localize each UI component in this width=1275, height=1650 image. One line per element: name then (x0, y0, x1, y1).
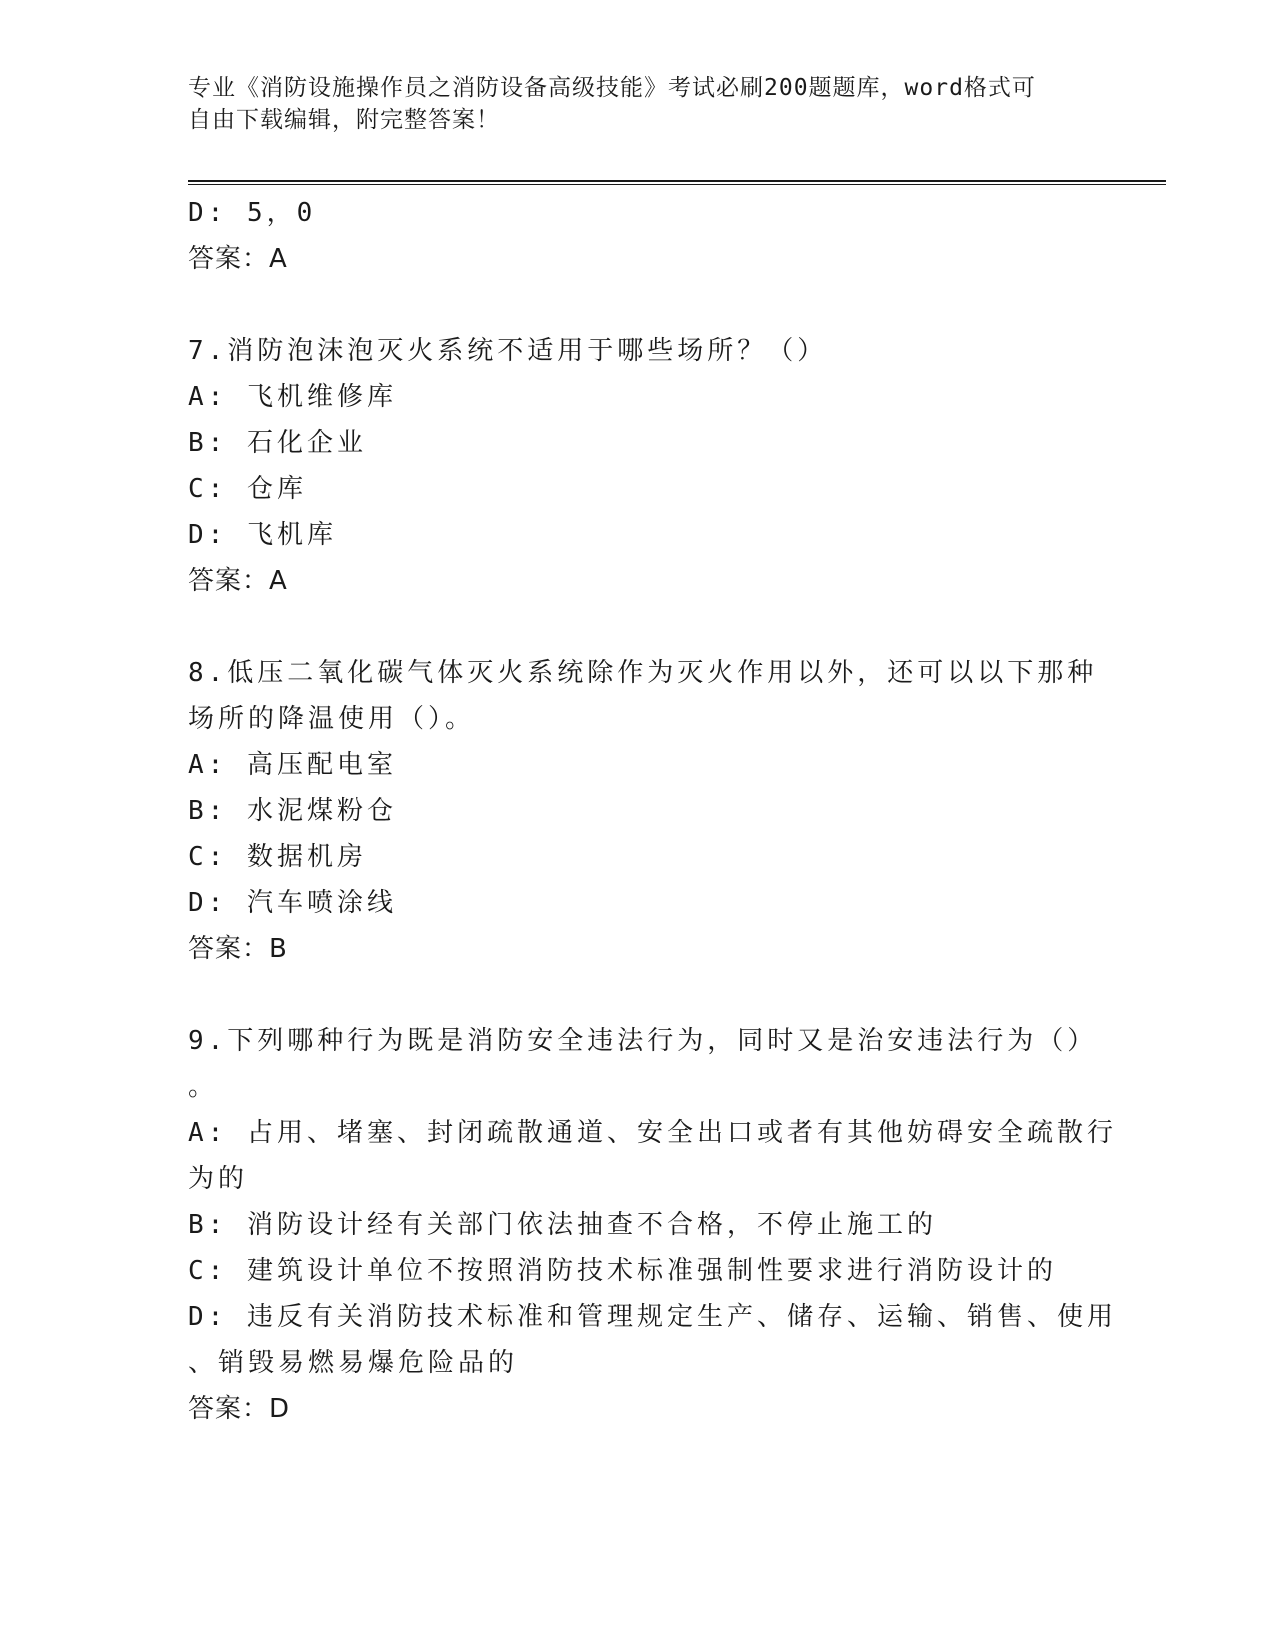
option-b: B: 消防设计经有关部门依法抽查不合格，不停止施工的 (188, 1210, 937, 1240)
answer-label: 答案：A (188, 566, 288, 596)
question-stem-line-1: 8.低压二氧化碳气体灭火系统除作为灭火作用以外，还可以以下那种 (188, 658, 1098, 688)
option-d: D: 飞机库 (188, 520, 337, 550)
answer-label: 答案：D (188, 1394, 291, 1424)
question-6-tail (188, 190, 1088, 282)
option-d: D: 5，0 (188, 198, 317, 228)
option-d: D: 汽车喷涂线 (188, 888, 397, 918)
question-stem: 7.消防泡沫泡灭火系统不适用于哪些场所？（） (188, 336, 828, 366)
option-d-line-2: 、销毁易燃易爆危险品的 (188, 1348, 519, 1378)
option-a-line-2: 为的 (188, 1164, 249, 1194)
question-stem-line-1: 9.下列哪种行为既是消防安全违法行为，同时又是治安违法行为（） (188, 1026, 1098, 1056)
question-stem-line-2: 。 (188, 1072, 219, 1102)
header-line-1: 专业《消防设施操作员之消防设备高级技能》考试必刷200题题库，word格式可 (188, 75, 1036, 101)
option-d-line-1: D: 违反有关消防技术标准和管理规定生产、储存、运输、销售、使用 (188, 1302, 1117, 1332)
page-header (188, 72, 1088, 136)
option-b: B: 水泥煤粉仓 (188, 796, 397, 826)
header-divider (188, 180, 1166, 185)
option-a: A: 高压配电室 (188, 750, 397, 780)
option-c: C: 数据机房 (188, 842, 367, 872)
answer-label: 答案：A (188, 244, 288, 274)
option-c: C: 仓库 (188, 474, 307, 504)
answer-label: 答案：B (188, 934, 288, 964)
option-b: B: 石化企业 (188, 428, 367, 458)
question-stem-line-2: 场所的降温使用（）。 (188, 704, 476, 734)
question-8 (188, 650, 1098, 972)
question-9 (188, 1018, 1117, 1432)
document-body (188, 190, 1117, 1432)
option-a-line-1: A: 占用、堵塞、封闭疏散通道、安全出口或者有其他妨碍安全疏散行 (188, 1118, 1117, 1148)
header-line-2: 自由下载编辑，附完整答案！ (188, 107, 500, 133)
option-a: A: 飞机维修库 (188, 382, 397, 412)
option-c: C: 建筑设计单位不按照消防技术标准强制性要求进行消防设计的 (188, 1256, 1057, 1286)
question-7 (188, 328, 1088, 604)
